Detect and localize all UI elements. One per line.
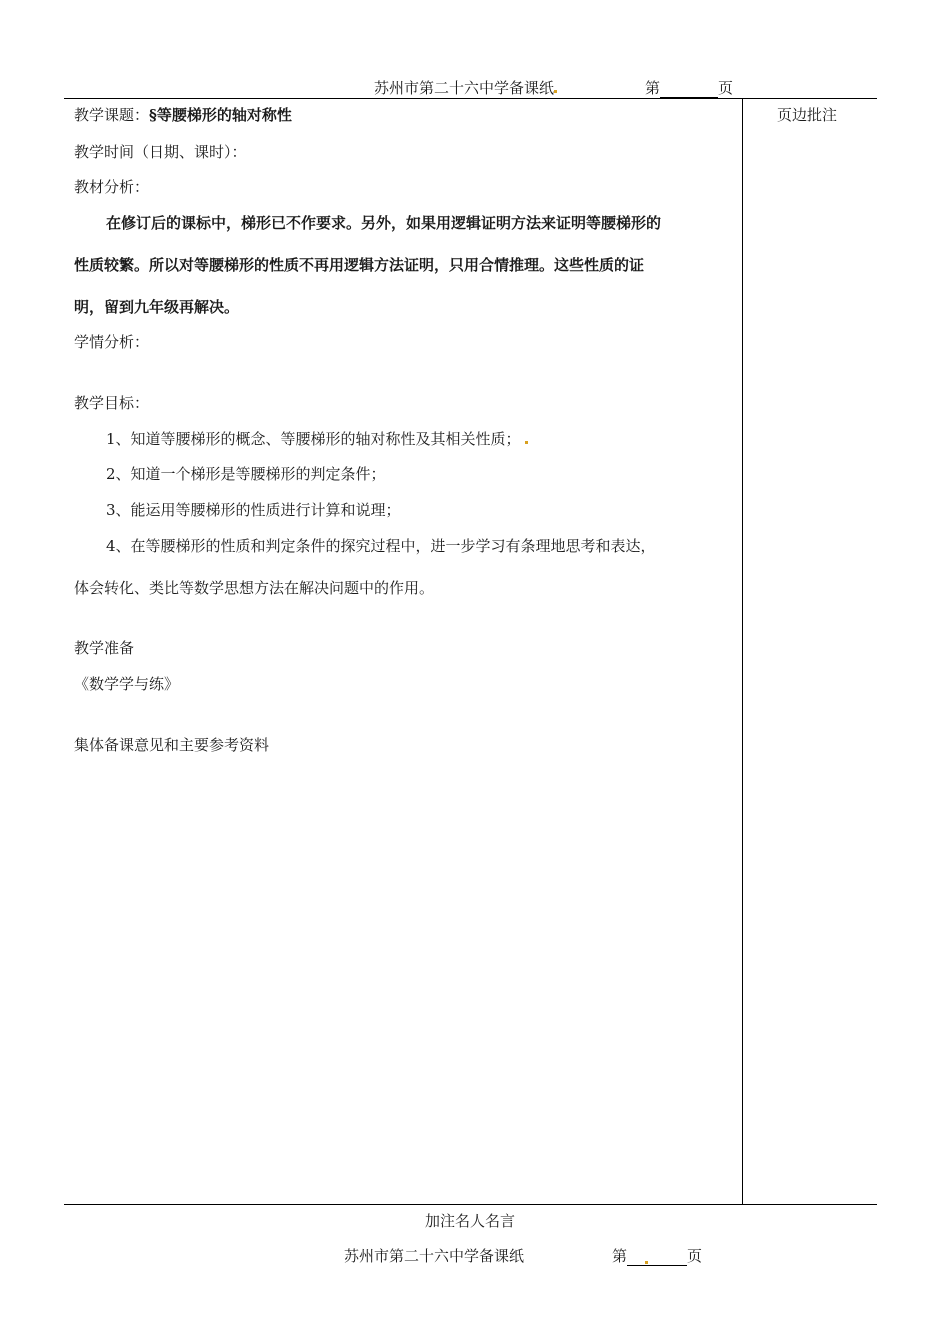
material-line-2: 性质较繁。所以对等腰梯形的性质不再用逻辑方法证明，只用合情推理。这些性质的证 [74,256,645,274]
topic-value: §等腰梯形的轴对称性 [149,106,292,124]
top-rule [64,98,877,99]
prep-label: 教学准备 [74,639,135,657]
header-page-suffix: 页 [718,79,734,97]
mark-dot-icon [525,441,528,444]
header-school-name [374,77,557,98]
goal-item-4: 4、在等腰梯形的性质和判定条件的探究过程中，进一步学习有条理地思考和表达， [106,537,656,555]
goal-item-3: 3、能运用等腰梯形的性质进行计算和说理； [106,501,401,519]
goal-item-2: 2、知道一个梯形是等腰梯形的判定条件； [106,465,386,483]
margin-notes-title: 页边批注 [777,106,838,124]
topic-label: 教学课题： [74,106,150,124]
footer-page-blank [627,1249,687,1266]
footer-school-name: 苏州市第二十六中学备课纸 [344,1247,525,1265]
goals-label: 教学目标： [74,394,150,412]
topic-row [74,104,292,125]
material-label: 教材分析： [74,178,150,196]
footer-page-prefix: 第 [612,1247,628,1265]
mark-dot-icon [645,1261,648,1264]
student-label: 学情分析： [74,333,150,351]
header-page-number [645,77,733,98]
footer-page-suffix: 页 [687,1247,703,1265]
header-school-text: 苏州市第二十六中学备课纸 [374,79,555,97]
time-label: 教学时间（日期、课时）： [74,143,247,161]
footer-page-number [612,1245,702,1266]
goal-item-4-cont: 体会转化、类比等数学思想方法在解决问题中的作用。 [74,579,435,597]
bottom-rule [64,1204,877,1205]
collective-label: 集体备课意见和主要参考资料 [74,736,270,754]
goal-item-1-text: 1、知道等腰梯形的概念、等腰梯形的轴对称性及其相关性质； [106,430,521,448]
material-line-1: 在修订后的课标中，梯形已不作要求。另外，如果用逻辑证明方法来证明等腰梯形的 [106,214,662,232]
header-page-blank [660,81,718,98]
header-page-prefix: 第 [645,79,661,97]
footer-quote: 加注名人名言 [425,1212,516,1230]
margin-divider [742,98,743,1205]
material-line-3: 明，留到九年级再解决。 [74,298,240,316]
mark-dot-icon [554,90,557,93]
prep-book: 《数学学与练》 [74,675,180,693]
goal-item-1 [106,428,528,449]
